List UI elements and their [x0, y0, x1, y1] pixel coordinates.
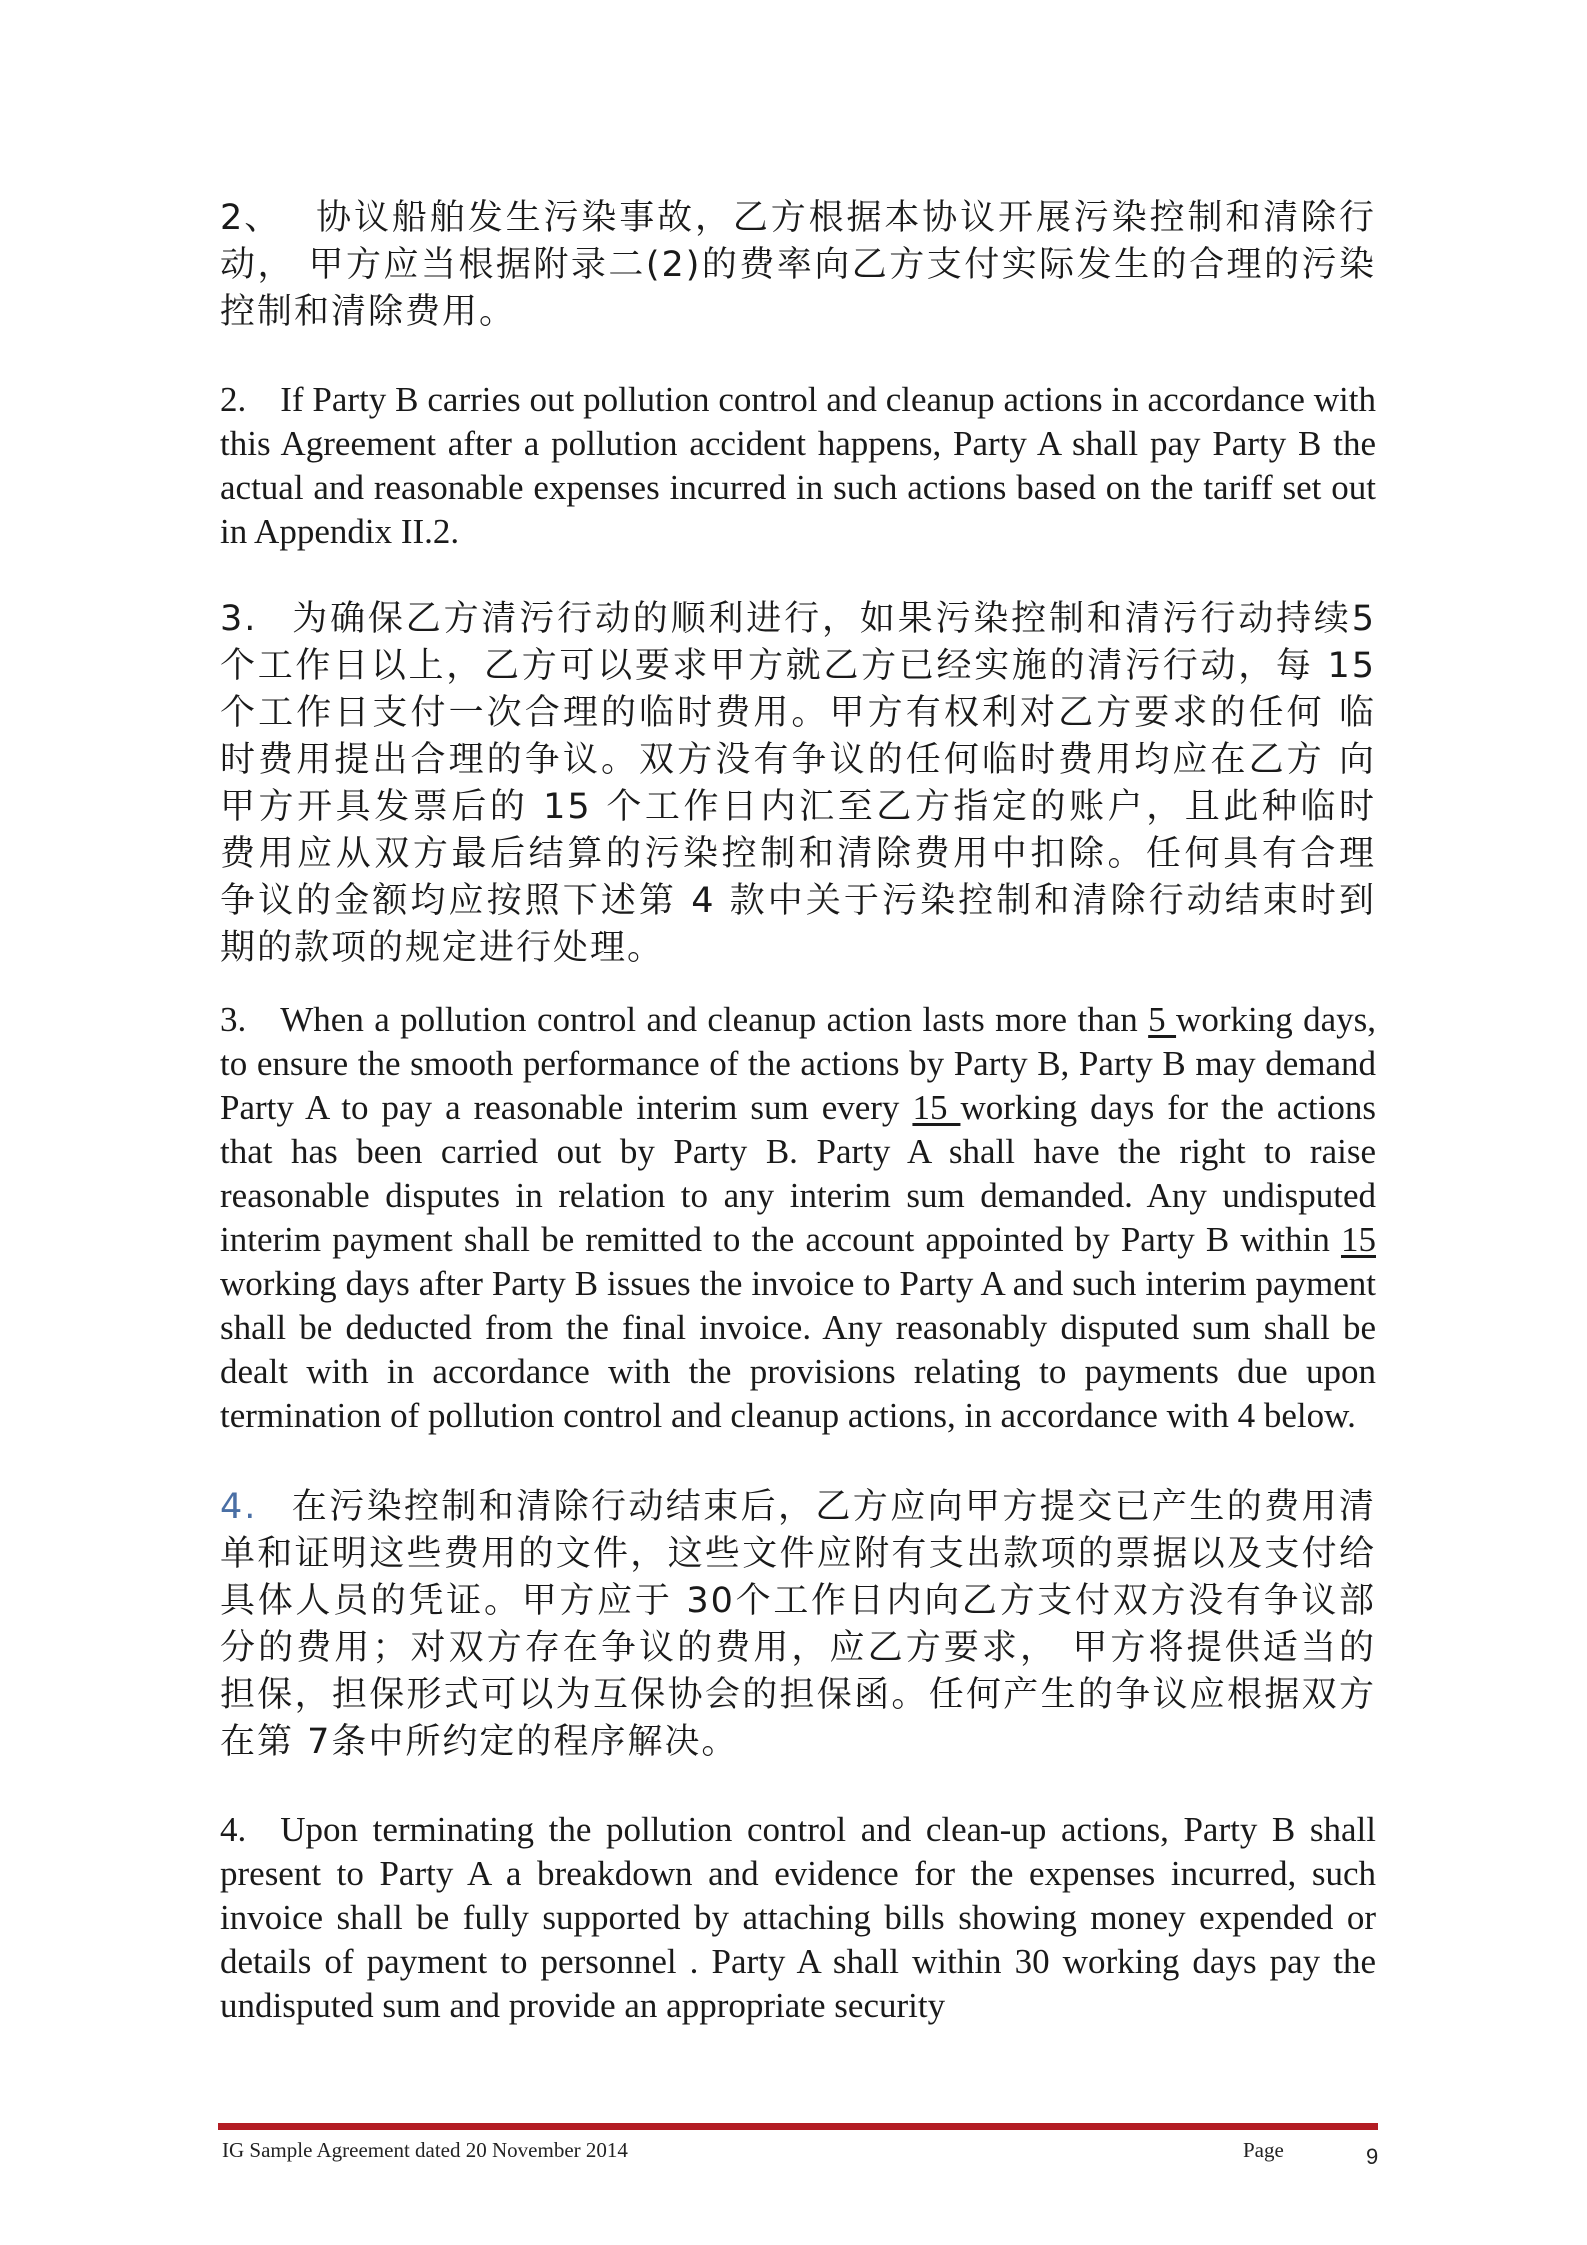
footer-title: IG Sample Agreement dated 20 November 2014	[222, 2138, 628, 2162]
clause-3-english	[220, 998, 1376, 1438]
underlined-days: 15	[912, 1088, 961, 1127]
clause-text: working days after Party B issues the invoice to Party A and such interim payment shall be deducted from the final invoice. Any reasonably disputed sum shall be dealt with in accordance with the provisions relating to payments due upon termination of pollution control and cleanup actions, in accordance with 4 below.	[220, 1264, 1376, 1435]
clause-number: 4.	[220, 1487, 258, 1527]
clause-text: If Party B carries out pollution control and cleanup actions in accordance with this Agreement after a pollution accident happens, Party A shall pay Party B the actual and reasonable expenses incurred in such actions based on the tariff set out in Appendix II.2.	[220, 380, 1376, 551]
clause-text: 为确保乙方清污行动的顺利进行，如果污染控制和清污行动持续5 个工作日以上，乙方可以要求甲方就乙方已经实施的清污行动，每 15 个工作日支付一次合理的临时费用。甲方有权利对乙方要求的任何 临时费用提出合理的争议。双方没有争议的任何临时费用均应在乙方 向甲方开具发票后的 15 个工作日内汇至乙方指定的账户，且此种临时 费用应从双方最后结算的污染控制和清除费用中扣除。任何具有合理 争议的金额均应按照下述第 4 款中关于污染控制和清除行动结束时到期的款项的规定进行处理。	[220, 599, 1376, 968]
clause-4-english	[220, 1808, 1376, 2028]
clause-number: 2、	[220, 198, 282, 238]
footer-page-label: Page	[1243, 2138, 1284, 2162]
underlined-days: 5	[1148, 1000, 1177, 1039]
clause-4-chinese	[220, 1484, 1376, 1766]
clause-number: 2.	[220, 380, 247, 419]
clause-3-chinese	[220, 596, 1376, 972]
clause-text: When a pollution control and cleanup action lasts more than	[280, 1000, 1149, 1039]
footer-page-number: 9	[1366, 2144, 1379, 2169]
clause-text: 在污染控制和清除行动结束后，乙方应向甲方提交已产生的费用清单和证明这些费用的文件，这些文件应附有支出款项的票据以及支付给具体人员的凭证。甲方应于 30个工作日内向乙方支付双方没有争议部分的费用；对双方存在争议的费用，应乙方要求， 甲方将提供适当的担保，担保形式可以为互保协会的担保函。任何产生的争议应根据双方在第 7条中所约定的程序解决。	[220, 1487, 1376, 1762]
clause-number: 4.	[220, 1810, 247, 1849]
clause-2-chinese	[220, 195, 1376, 336]
footer-rule	[218, 2123, 1378, 2130]
clause-text: working days, to ensure the smooth performance of the actions by Party B, Party B may demand Party A to pay a reasonable interim sum every	[220, 1000, 1377, 1127]
clause-text: working days for the actions that has been carried out by Party B. Party A shall have the right to raise reasonable disputes in relation to any interim sum demanded. Any undisputed interim payment shall be remitted to the account appointed by Party B within	[220, 1088, 1376, 1259]
clause-text: 协议船舶发生污染事故，乙方根据本协议开展污染控制和清除行动， 甲方应当根据附录二(2)的费率向乙方支付实际发生的合理的污染控制和清除费用。	[220, 198, 1376, 332]
clause-text: Upon terminating the pollution control and clean-up actions, Party B shall present to Party A a breakdown and evidence for the expenses incurred, such invoice shall be fully supported by attaching bills showing money expended or details of payment to personnel . Party A shall within 30 working days pay the undisputed sum and provide an appropriate security	[220, 1810, 1376, 2025]
clause-2-english	[220, 378, 1376, 554]
clause-number: 3.	[220, 599, 258, 639]
document-body	[220, 195, 1376, 2028]
clause-number: 3.	[220, 1000, 247, 1039]
underlined-days: 15	[1341, 1220, 1376, 1259]
